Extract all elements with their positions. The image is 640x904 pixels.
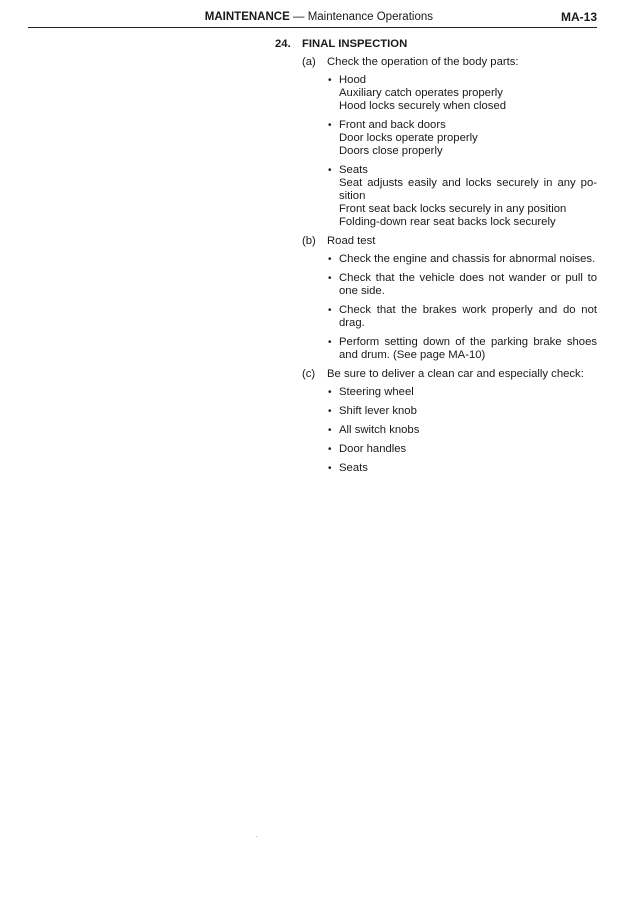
bullet-text: Perform setting down of the parking brake shoes and drum. (See page MA-10)	[339, 336, 597, 361]
bullet-heading: Seats	[339, 164, 368, 176]
bullet-icon: •	[328, 273, 332, 284]
bullet-line: Auxiliary catch operates properly	[339, 87, 503, 99]
section-number: 24.	[275, 38, 291, 50]
bullet-icon: •	[328, 387, 332, 398]
header-rule	[28, 27, 597, 28]
header-dash: —	[292, 11, 305, 23]
bullet-line: Hood locks securely when closed	[339, 100, 507, 112]
list-item	[327, 74, 597, 113]
list-item	[327, 405, 597, 418]
bullet-text: Check that the brakes work properly and do not drag.	[339, 304, 597, 329]
bullet-text: Check that the vehicle does not wander or pull to one side.	[339, 272, 597, 297]
list-item	[327, 424, 597, 437]
header-section: MAINTENANCE	[204, 11, 290, 23]
header-title	[205, 11, 433, 23]
scan-speck	[256, 836, 257, 837]
bullet-icon: •	[328, 305, 332, 316]
step-text: Road test	[327, 235, 376, 247]
bullet-line: Seat adjusts easily and locks securely in any po-sition	[339, 177, 597, 202]
bullet-icon: •	[328, 463, 332, 474]
bullet-text: Steering wheel	[339, 386, 414, 398]
bullet-icon: •	[328, 120, 332, 131]
bullet-line: Front seat back locks securely in any position	[339, 203, 567, 215]
list-item	[327, 272, 597, 298]
bullet-line: Door locks operate properly	[339, 132, 478, 144]
list-item	[327, 164, 597, 229]
header-subtitle: Maintenance Operations	[307, 11, 433, 23]
section-title: FINAL INSPECTION	[302, 38, 408, 50]
list-item	[327, 119, 597, 158]
list-item	[327, 386, 597, 399]
bullet-list	[327, 74, 597, 229]
section-heading	[275, 38, 597, 51]
bullet-line: Doors close properly	[339, 145, 443, 157]
list-item	[327, 304, 597, 330]
step-c	[275, 368, 597, 475]
step-text: Be sure to deliver a clean car and especially check:	[327, 368, 584, 380]
list-item	[327, 253, 597, 266]
bullet-icon: •	[328, 425, 332, 436]
bullet-text: All switch knobs	[339, 424, 420, 436]
page-number: MA-13	[560, 10, 597, 24]
bullet-icon: •	[328, 406, 332, 417]
list-item	[327, 462, 597, 475]
bullet-text: Check the engine and chassis for abnormal noises.	[339, 253, 596, 265]
step-a	[275, 56, 597, 229]
page-header	[28, 10, 597, 28]
bullet-icon: •	[328, 444, 332, 455]
document-body	[275, 38, 597, 481]
step-b	[275, 235, 597, 362]
step-marker: (c)	[302, 368, 316, 380]
bullet-icon: •	[328, 337, 332, 348]
step-marker: (b)	[302, 235, 316, 247]
bullet-icon: •	[328, 75, 332, 86]
step-text: Check the operation of the body parts:	[327, 56, 519, 68]
bullet-text: Shift lever knob	[339, 405, 417, 417]
list-item	[327, 443, 597, 456]
bullet-text: Seats	[339, 462, 368, 474]
bullet-line: Folding-down rear seat backs lock securely	[339, 216, 556, 228]
bullet-icon: •	[328, 254, 332, 265]
bullet-heading: Hood	[339, 74, 367, 86]
bullet-icon: •	[328, 165, 332, 176]
bullet-heading: Front and back doors	[339, 119, 446, 131]
bullet-list	[327, 386, 597, 475]
bullet-text: Door handles	[339, 443, 407, 455]
step-marker: (a)	[302, 56, 316, 68]
list-item	[327, 336, 597, 362]
bullet-list	[327, 253, 597, 362]
